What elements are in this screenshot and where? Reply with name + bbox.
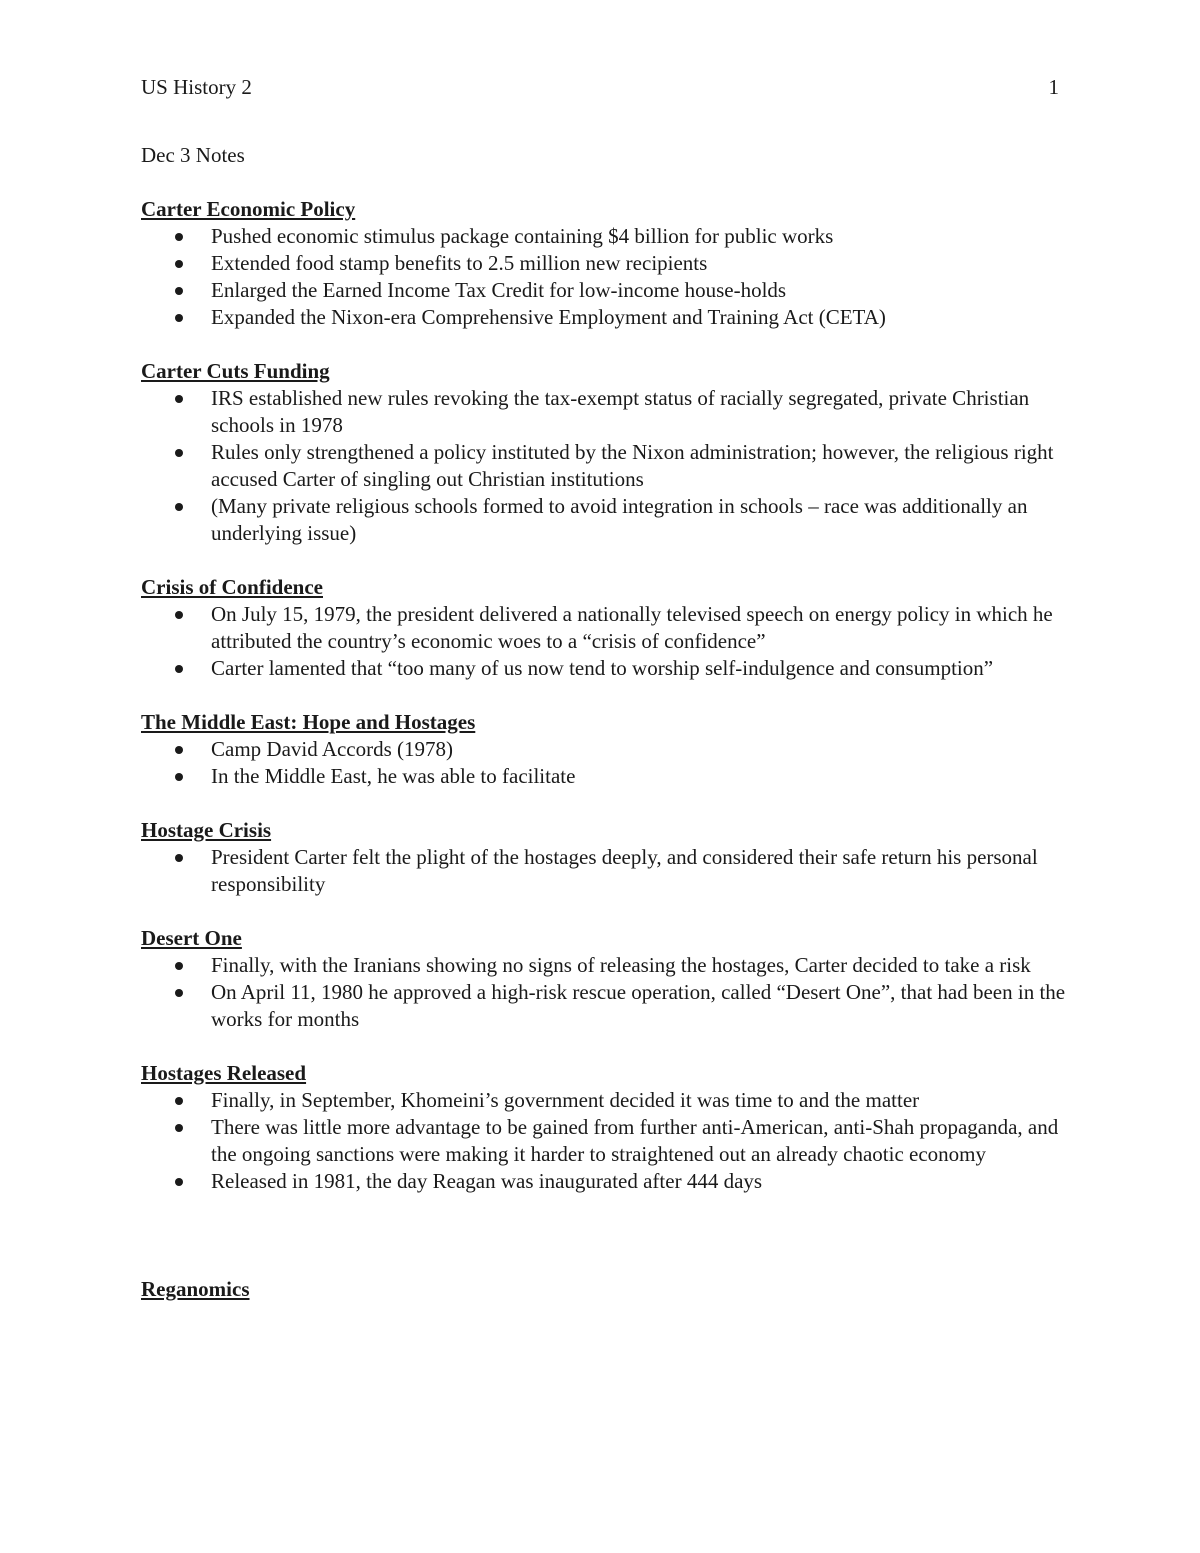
- bullet-text: President Carter felt the plight of the hostages deeply, and considered their safe return his personal responsibility: [211, 845, 1038, 896]
- bullet-item: [141, 385, 1071, 439]
- bullet-item: [141, 952, 1071, 979]
- bullet-list: [141, 385, 1071, 547]
- page-header: [141, 73, 1059, 101]
- bullet-dot-icon: [175, 260, 183, 268]
- section-heading: Desert One: [141, 926, 242, 950]
- section-carter-economic-policy: [141, 196, 1071, 331]
- bullet-dot-icon: [175, 395, 183, 403]
- bullet-text: Pushed economic stimulus package containing $4 billion for public works: [211, 224, 834, 248]
- date-line: Dec 3 Notes: [141, 143, 245, 167]
- section-heading: Carter Cuts Funding: [141, 359, 330, 383]
- bullet-dot-icon: [175, 1124, 183, 1132]
- bullet-item: [141, 304, 1071, 331]
- bullet-text: On April 11, 1980 he approved a high-risk rescue operation, called “Desert One”, that had been in the works for months: [211, 980, 1066, 1031]
- section-desert-one: [141, 925, 1071, 1033]
- bullet-dot-icon: [175, 962, 183, 970]
- bullet-dot-icon: [175, 287, 183, 295]
- bullet-dot-icon: [175, 773, 183, 781]
- bullet-item: [141, 1114, 1071, 1168]
- bullet-dot-icon: [175, 233, 183, 241]
- bullet-item: [141, 223, 1071, 250]
- bullet-dot-icon: [175, 989, 183, 997]
- document-body: [141, 142, 1071, 1303]
- bullet-list: [141, 952, 1071, 1033]
- bullet-item: [141, 979, 1071, 1033]
- bullet-dot-icon: [175, 665, 183, 673]
- section-heading: The Middle East: Hope and Hostages: [141, 710, 476, 734]
- bullet-text: In the Middle East, he was able to facilitate: [211, 764, 576, 788]
- bullet-dot-icon: [175, 746, 183, 754]
- bullet-text: Rules only strengthened a policy instituted by the Nixon administration; however, the religious right accused Carter of singling out Christian institutions: [211, 440, 1054, 491]
- section-heading-reganomics: Reganomics: [141, 1277, 250, 1301]
- section-heading: Crisis of Confidence: [141, 575, 323, 599]
- bullet-item: [141, 655, 1071, 682]
- bullet-text: IRS established new rules revoking the tax-exempt status of racially segregated, private Christian schools in 1978: [211, 386, 1030, 437]
- bullet-list: [141, 736, 1071, 790]
- section-heading: Hostage Crisis: [141, 818, 272, 842]
- bullet-dot-icon: [175, 611, 183, 619]
- section-hostage-crisis: [141, 817, 1071, 898]
- bullet-text: Camp David Accords (1978): [211, 737, 454, 761]
- bullet-item: [141, 736, 1071, 763]
- bullet-text: Carter lamented that “too many of us now tend to worship self-indulgence and consumption”: [211, 656, 994, 680]
- section-hostages-released: [141, 1060, 1071, 1195]
- bullet-text: Finally, with the Iranians showing no signs of releasing the hostages, Carter decided to take a risk: [211, 953, 1031, 977]
- bullet-item: [141, 439, 1071, 493]
- bullet-list: [141, 844, 1071, 898]
- bullet-list: [141, 601, 1071, 682]
- bullet-item: [141, 493, 1071, 547]
- bullet-item: [141, 1087, 1071, 1114]
- section-middle-east: [141, 709, 1071, 790]
- section-heading: Carter Economic Policy: [141, 197, 356, 221]
- bullet-list: [141, 223, 1071, 331]
- header-course-title: US History 2: [141, 75, 252, 99]
- blank-space: [141, 1222, 1071, 1276]
- bullet-dot-icon: [175, 1097, 183, 1105]
- bullet-item: [141, 763, 1071, 790]
- section-carter-cuts-funding: [141, 358, 1071, 547]
- bullet-text: Released in 1981, the day Reagan was inaugurated after 444 days: [211, 1169, 763, 1193]
- bullet-text: There was little more advantage to be gained from further anti-American, anti-Shah propaganda, and the ongoing sanctions were making it harder to straightened out an already chaotic economy: [211, 1115, 1059, 1166]
- section-heading: Hostages Released: [141, 1061, 307, 1085]
- bullet-item: [141, 1168, 1071, 1195]
- bullet-dot-icon: [175, 503, 183, 511]
- bullet-text: On July 15, 1979, the president delivered a nationally televised speech on energy policy in which he attributed the country’s economic woes to a “crisis of confidence”: [211, 602, 1053, 653]
- bullet-dot-icon: [175, 854, 183, 862]
- bullet-text: Expanded the Nixon-era Comprehensive Employment and Training Act (CETA): [211, 305, 886, 329]
- bullet-item: [141, 250, 1071, 277]
- header-page-number: 1: [1048, 75, 1059, 99]
- bullet-item: [141, 277, 1071, 304]
- bullet-text: Finally, in September, Khomeini’s government decided it was time to and the matter: [211, 1088, 920, 1112]
- bullet-dot-icon: [175, 1178, 183, 1186]
- bullet-text: (Many private religious schools formed to avoid integration in schools – race was additionally an underlying issue): [211, 494, 1028, 545]
- bullet-item: [141, 844, 1071, 898]
- section-crisis-of-confidence: [141, 574, 1071, 682]
- bullet-text: Enlarged the Earned Income Tax Credit for low-income house-holds: [211, 278, 787, 302]
- bullet-item: [141, 601, 1071, 655]
- bullet-dot-icon: [175, 449, 183, 457]
- bullet-list: [141, 1087, 1071, 1195]
- bullet-text: Extended food stamp benefits to 2.5 million new recipients: [211, 251, 708, 275]
- bullet-dot-icon: [175, 314, 183, 322]
